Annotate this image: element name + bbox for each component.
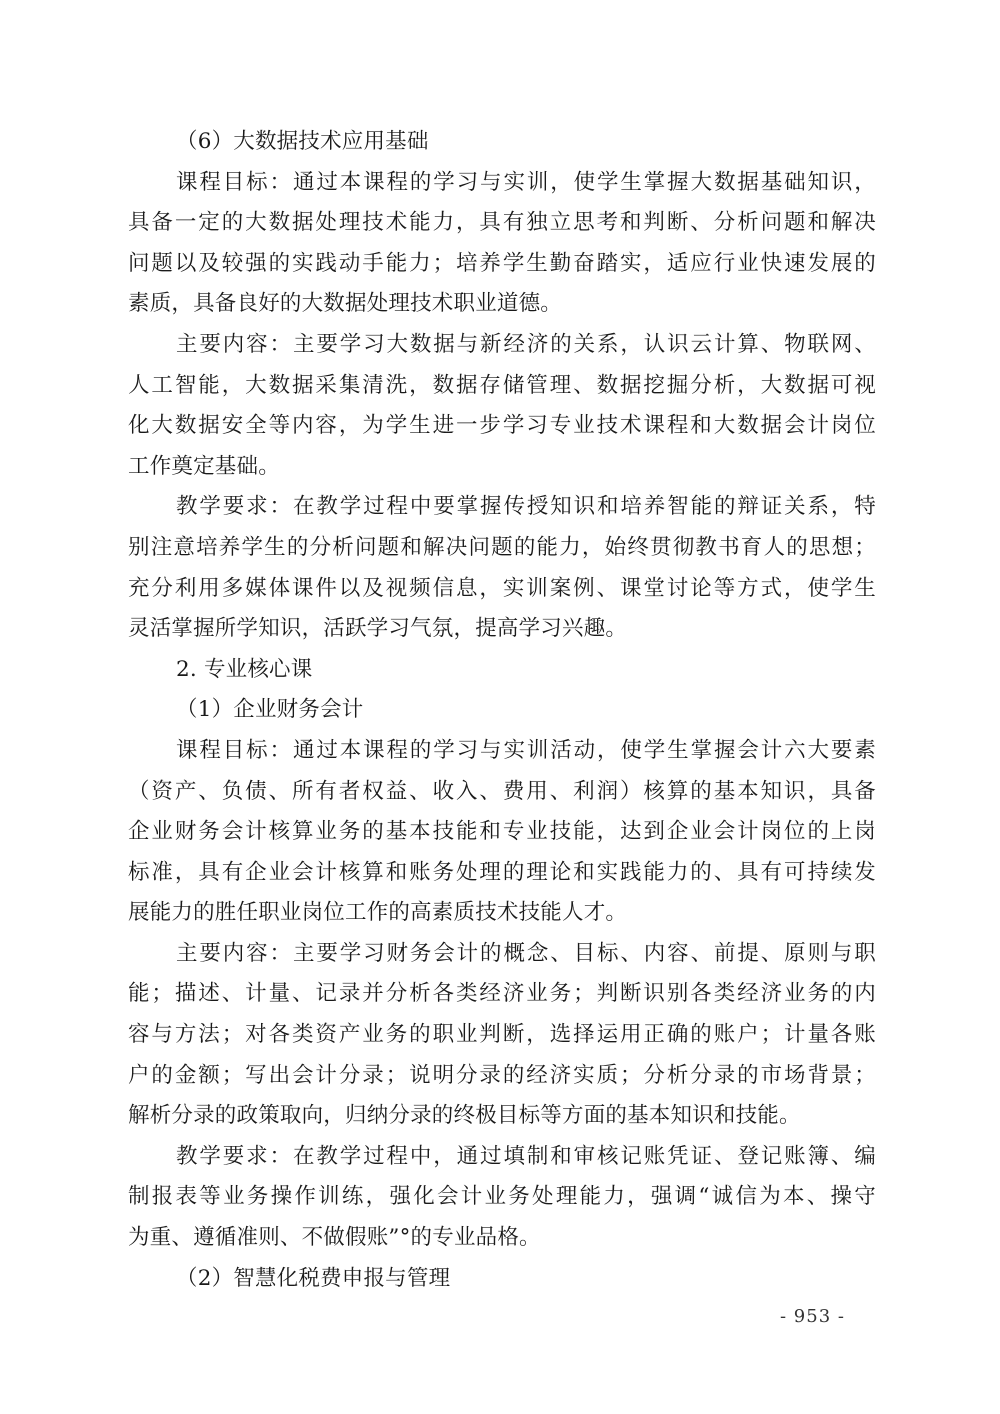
paragraph-line: 充分利用多媒体课件以及视频信息，实训案例、课堂讨论等方式，使学生 [128,575,876,601]
paragraph-line: 化大数据安全等内容，为学生进一步学习专业技术课程和大数据会计岗位 [128,413,876,439]
paragraph-line: 教学要求：在教学过程中要掌握传授知识和培养智能的辩证关系，特 [176,494,876,520]
paragraph-line: 解析分录的政策取向，归纳分录的终极目标等方面的基本知识和技能。 [128,1103,801,1129]
paragraph-line: 主要内容：主要学习大数据与新经济的关系，认识云计算、物联网、 [176,331,876,357]
paragraph-line: 别注意培养学生的分析问题和解决问题的能力，始终贯彻教书育人的思想； [128,534,876,560]
section-heading: （2）智慧化税费申报与管理 [176,1265,451,1291]
paragraph-line: 展能力的胜任职业岗位工作的高素质技术技能人才。 [128,900,628,926]
paragraph-line: 标准，具有企业会计核算和账务处理的理论和实践能力的、具有可持续发 [128,859,876,885]
paragraph-line: 主要内容：主要学习财务会计的概念、目标、内容、前提、原则与职 [176,940,876,966]
paragraph-line: 教学要求：在教学过程中，通过填制和审核记账凭证、登记账簿、编 [176,1143,876,1169]
paragraph-line: 灵活掌握所学知识，活跃学习气氛，提高学习兴趣。 [128,616,628,642]
paragraph-line: 具备一定的大数据处理技术能力，具有独立思考和判断、分析问题和解决 [128,210,876,236]
paragraph-line: （资产、负债、所有者权益、收入、费用、利润）核算的基本知识，具备 [128,778,876,804]
paragraph-line: 人工智能，大数据采集清洗，数据存储管理、数据挖掘分析，大数据可视 [128,372,876,398]
section-heading: （1）企业财务会计 [176,697,364,723]
paragraph-line: 问题以及较强的实践动手能力；培养学生勤奋踏实，适应行业快速发展的 [128,250,876,276]
paragraph-line: 容与方法；对各类资产业务的职业判断，选择运用正确的账户；计量各账 [128,1022,876,1048]
paragraph-line: 制报表等业务操作训练，强化会计业务处理能力，强调“诚信为本、操守 [128,1184,876,1210]
page-number: - 953 - [780,1306,845,1327]
paragraph-line: 为重、遵循准则、不做假账”°的专业品格。 [128,1225,541,1251]
paragraph-line: 能；描述、计量、记录并分析各类经济业务；判断识别各类经济业务的内 [128,981,876,1007]
paragraph-line: 企业财务会计核算业务的基本技能和专业技能，达到企业会计岗位的上岗 [128,819,876,845]
paragraph-line: 课程目标：通过本课程的学习与实训，使学生掌握大数据基础知识， [176,169,876,195]
paragraph-line: 户的金额；写出会计分录；说明分录的经济实质；分析分录的市场背景； [128,1062,876,1088]
paragraph-line: 课程目标：通过本课程的学习与实训活动，使学生掌握会计六大要素 [176,737,876,763]
section-heading: （6）大数据技术应用基础 [176,129,429,154]
paragraph-line: 素质，具备良好的大数据处理技术职业道德。 [128,291,563,317]
document-body [128,122,876,1299]
subsection-heading: 2. 专业核心课 [176,656,313,682]
paragraph-line: 工作奠定基础。 [128,453,280,479]
